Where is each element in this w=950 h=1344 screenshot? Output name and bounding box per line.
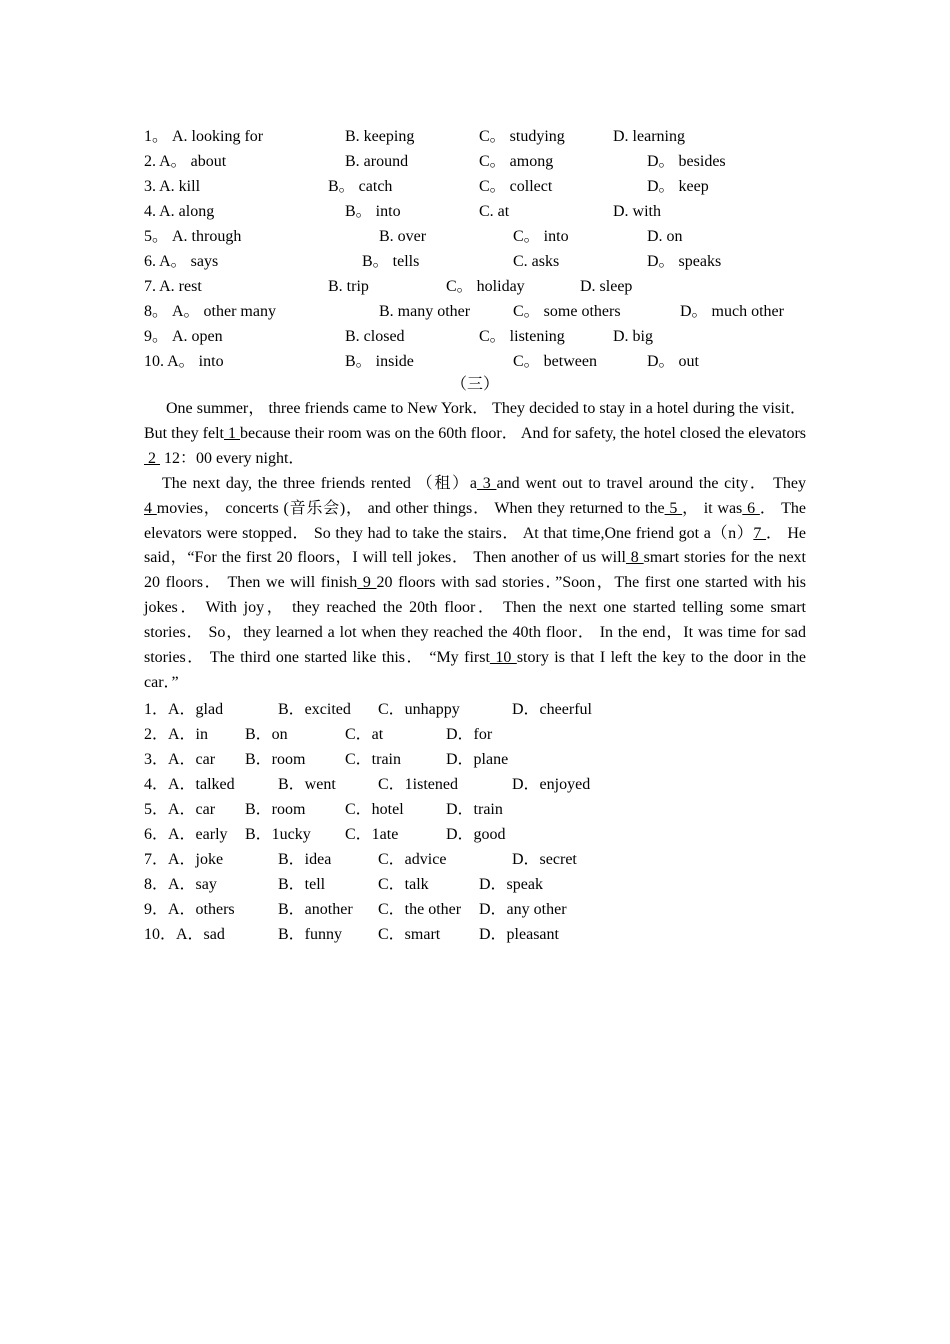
option-b: B. many other xyxy=(379,303,471,320)
blank-3: 3 xyxy=(476,474,497,492)
option-d: D. learning xyxy=(613,128,685,145)
option-b: B．tell xyxy=(278,876,326,893)
option-d: D. big xyxy=(613,328,653,345)
option-a: 1。 A. looking for xyxy=(144,128,264,145)
option-a: 9。 A. open xyxy=(144,328,223,345)
option-b: B. over xyxy=(379,228,427,245)
option-c: C．talk xyxy=(378,876,429,893)
passage-text: 20 floors with sad stories．”Soon，The first one started with his jokes． With joy， they reached the 20th floor． Then the next one started telling some smart stories． So，they learned a lot when they reached the 40th floor． In the end，It was time for sad stories． The third one started like this． “My first xyxy=(144,574,806,667)
option-a: 5。 A. through xyxy=(144,228,242,245)
option-d: D．enjoyed xyxy=(512,776,591,793)
option-a: 8。 A。 other many xyxy=(144,303,276,320)
option-b: B．idea xyxy=(278,851,332,868)
option-d: D．plane xyxy=(446,751,509,768)
option-c: C。 collect xyxy=(479,178,553,195)
option-d: D。 keep xyxy=(647,178,709,195)
option-d: D．any other xyxy=(479,901,567,918)
option-a: 6. A。 says xyxy=(144,253,219,270)
option-d: D. sleep xyxy=(580,278,633,295)
option-d: D．cheerful xyxy=(512,701,592,718)
option-a: 6．A．early xyxy=(144,826,228,843)
option-a: 2．A．in xyxy=(144,726,209,743)
option-a: 10. A。 into xyxy=(144,353,224,370)
blank-2: 2 xyxy=(144,449,160,467)
option-c: C。 between xyxy=(513,353,597,370)
option-c: C．1ate xyxy=(345,826,399,843)
passage-text: The next day, the three friends rented （租）a xyxy=(162,474,477,492)
option-d: D．train xyxy=(446,801,503,818)
option-a: 9．A．others xyxy=(144,901,235,918)
option-c: C．at xyxy=(345,726,384,743)
option-c: C。 listening xyxy=(479,328,565,345)
option-c: C。 some others xyxy=(513,303,621,320)
option-c: C。 into xyxy=(513,228,569,245)
option-b: B．excited xyxy=(278,701,351,718)
option-a: 5．A．car xyxy=(144,801,216,818)
option-b: B．another xyxy=(278,901,353,918)
option-b: B．on xyxy=(245,726,288,743)
option-a: 4. A. along xyxy=(144,203,215,220)
option-d: D。 much other xyxy=(680,303,784,320)
option-d: D。 out xyxy=(647,353,700,370)
option-d: D．speak xyxy=(479,876,543,893)
option-d: D．good xyxy=(446,826,506,843)
option-c: C．train xyxy=(345,751,401,768)
option-b: B。 into xyxy=(345,203,401,220)
blank-6: 6 xyxy=(742,499,760,517)
option-a: 10．A．sad xyxy=(144,926,225,943)
option-c: C．1istened xyxy=(378,776,458,793)
option-c: C。 among xyxy=(479,153,554,170)
option-d: D．secret xyxy=(512,851,577,868)
option-b: B．went xyxy=(278,776,336,793)
option-d: D。 speaks xyxy=(647,253,722,270)
option-c: C。 holiday xyxy=(446,278,525,295)
passage-text: ． He said，“For the first 20 floors，I will tell jokes． Then another of us will xyxy=(144,524,806,567)
passage-text: because their room was on the 60th floor． And for safety, the hotel closed the elevators xyxy=(240,424,807,442)
blank-1: 1 xyxy=(224,424,241,442)
option-d: D．pleasant xyxy=(479,926,559,943)
option-b: B。 tells xyxy=(362,253,420,270)
blank-4: 4 xyxy=(144,499,157,517)
option-b: B．1ucky xyxy=(245,826,311,843)
passage-text: ， it was xyxy=(682,499,743,517)
option-d: D。 besides xyxy=(647,153,726,170)
option-b: B. keeping xyxy=(345,128,415,145)
passage-paragraph xyxy=(144,397,806,472)
passage-text: One summer， three friends came to New York． They decided to stay in a hotel during the visit． But they felt xyxy=(144,400,806,442)
option-a: 7．A．joke xyxy=(144,851,224,868)
option-c: C. asks xyxy=(513,253,560,270)
passage-text: ． The elevators were stopped． So they had to take the stairs． At that time,One friend got a（n） xyxy=(144,499,807,542)
passage-text: and went out to travel around the city． They xyxy=(496,474,806,492)
blank-5: 5 xyxy=(664,499,683,517)
option-c: C．the other xyxy=(378,901,462,918)
passage-paragraph xyxy=(144,472,806,696)
option-c: C．smart xyxy=(378,926,441,943)
option-b: B。 inside xyxy=(345,353,414,370)
option-b: B．funny xyxy=(278,926,343,943)
option-a: 7. A. rest xyxy=(144,278,202,295)
option-b: B. around xyxy=(345,153,409,170)
option-d: D. on xyxy=(647,228,683,245)
option-c: C．unhappy xyxy=(378,701,460,718)
passage-text: movies， concerts (音乐会)， and other things． When they returned to the xyxy=(156,499,665,517)
passage-text: 12：00 every night． xyxy=(160,449,305,467)
option-d: D. with xyxy=(613,203,661,220)
option-b: B. closed xyxy=(345,328,405,345)
option-d: D．for xyxy=(446,726,493,743)
option-c: C. at xyxy=(479,203,510,220)
blank-9: 9 xyxy=(357,574,377,592)
option-b: B．room xyxy=(245,801,306,818)
option-a: 1．A．glad xyxy=(144,701,224,718)
option-a: 4．A．talked xyxy=(144,776,235,793)
blank-7: 7 xyxy=(753,524,767,542)
option-b: B。 catch xyxy=(328,178,393,195)
passage-text: smart stories for the next 20 floors． Then we will finish xyxy=(144,549,806,592)
option-b: B. trip xyxy=(328,278,369,295)
cloze-passage xyxy=(144,397,806,696)
option-c: C．hotel xyxy=(345,801,404,818)
option-a: 3. A. kill xyxy=(144,178,201,195)
blank-10: 10 xyxy=(489,649,517,667)
section-title: （三） xyxy=(450,376,499,393)
option-a: 2. A。 about xyxy=(144,153,227,170)
blank-8: 8 xyxy=(625,549,644,567)
option-b: B．room xyxy=(245,751,306,768)
option-c: C。 studying xyxy=(479,128,565,145)
option-a: 8．A．say xyxy=(144,876,217,893)
option-c: C．advice xyxy=(378,851,447,868)
option-a: 3．A．car xyxy=(144,751,216,768)
passage-text: story is that I left the key to the door in the car．” xyxy=(144,649,807,691)
